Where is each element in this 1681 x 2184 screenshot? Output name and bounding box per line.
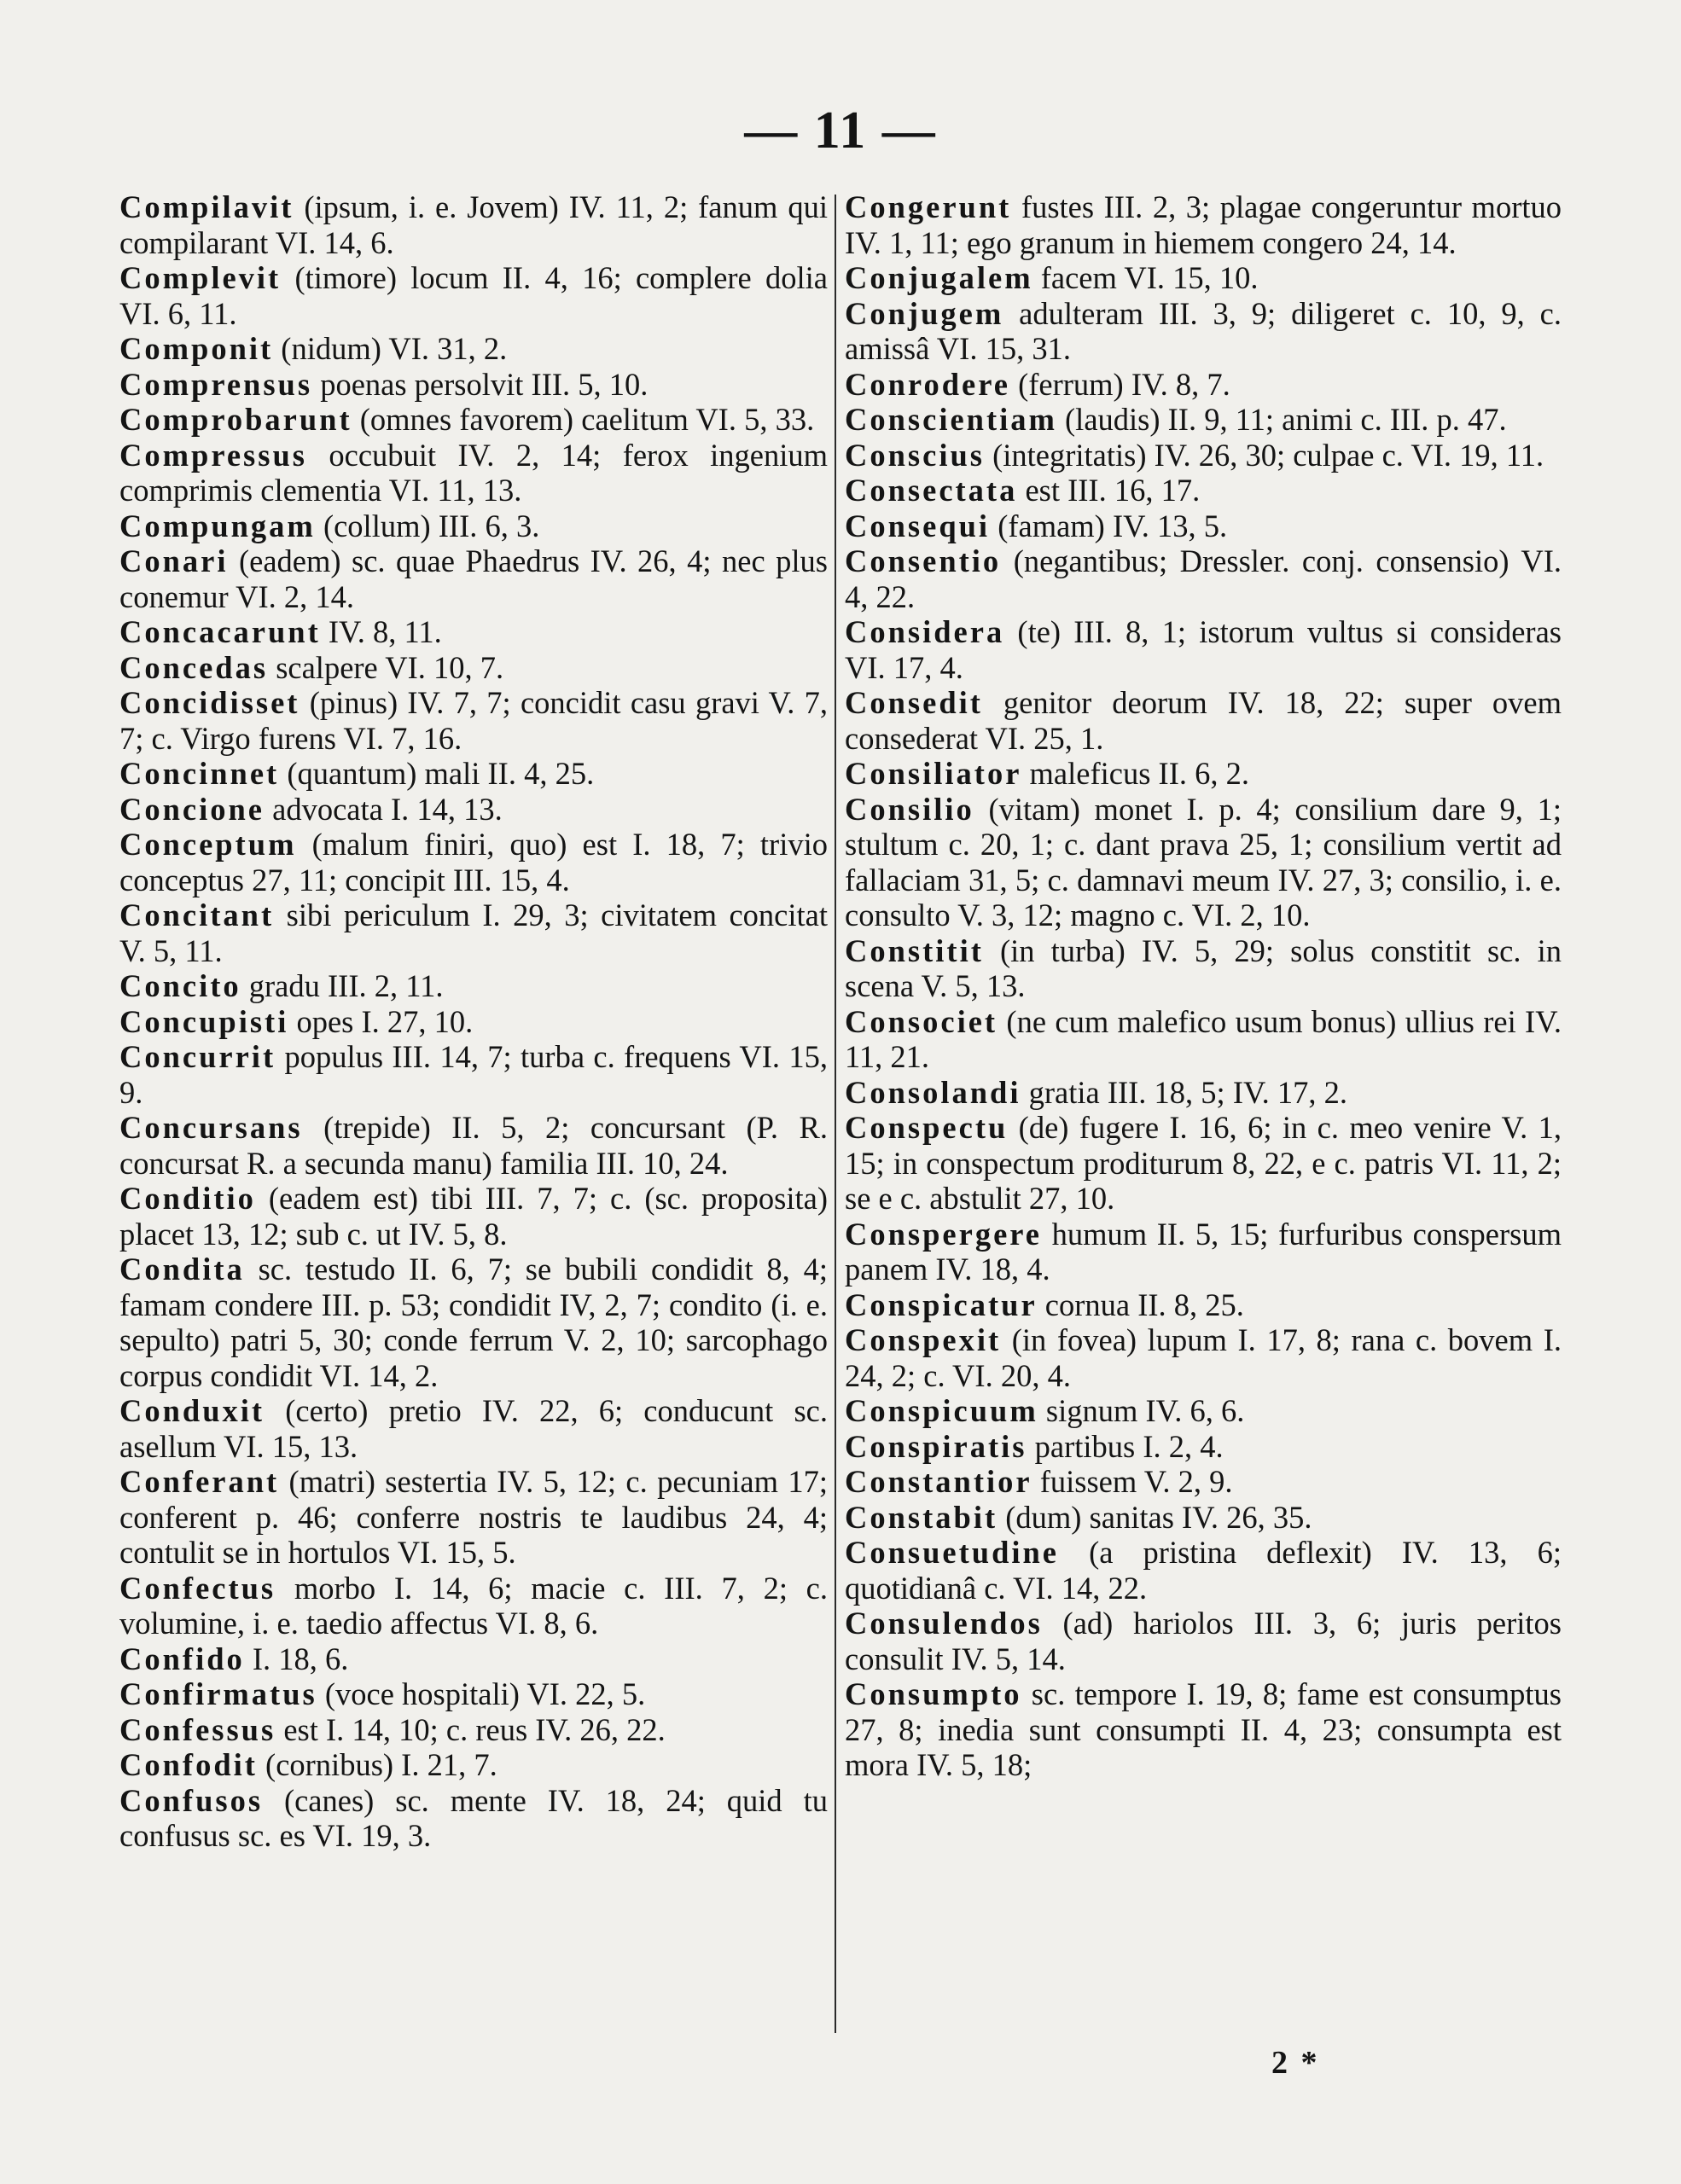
entry-headword: Consequi — [845, 508, 991, 543]
entry-headword: Conspergere — [845, 1216, 1043, 1252]
entry-references: (eadem est) tibi III. 7, 7; c. (sc. proposita) placet 13, 12; sub c. ut IV. 5, 8. — [119, 1181, 828, 1252]
index-entry — [845, 189, 1562, 260]
entry-headword: Compressus — [119, 437, 307, 473]
entry-headword: Consectata — [845, 473, 1018, 508]
entry-references: (a pristina deflexit) IV. 13, 6; quotidianâ c. VI. 14, 22. — [845, 1535, 1562, 1606]
index-entry — [845, 438, 1562, 473]
entry-references: gratia III. 18, 5; IV. 17, 2. — [1021, 1074, 1348, 1110]
entry-headword: Consuetudine — [845, 1535, 1060, 1570]
entry-references: cornua II. 8, 25. — [1037, 1287, 1244, 1322]
entry-references: (dum) sanitas IV. 26, 35. — [998, 1499, 1312, 1535]
index-entry — [119, 1783, 828, 1854]
entry-headword: Consentio — [845, 543, 1002, 578]
index-entry — [119, 1712, 828, 1748]
entry-references: morbo I. 14, 6; macie c. III. 7, 2; c. volumine, i. e. taedio affectus VI. 8, 6. — [119, 1570, 828, 1641]
entry-references: signum IV. 6, 6. — [1038, 1393, 1245, 1428]
entry-references: (nidum) VI. 31, 2. — [273, 331, 508, 366]
entry-references: (in turba) IV. 5, 29; solus constitit sc. in scena V. 5, 13. — [845, 932, 1562, 1003]
entry-headword: Consolandi — [845, 1074, 1021, 1110]
entry-headword: Conferant — [119, 1464, 280, 1499]
index-entry — [119, 189, 828, 260]
entry-references: sc. testudo II. 6, 7; se bubili condidit 8, 4; famam condere III. p. 53; condidit IV, 2, 7; condito (i. e. sepulto) patri 5, 30; conde ferrum V. 2, 10; sarcophago corpus condidit VI. 14, 2. — [119, 1252, 828, 1393]
index-entry — [845, 614, 1562, 685]
entry-references: IV. 8, 11. — [320, 614, 442, 649]
index-entry — [845, 296, 1562, 367]
index-entry — [845, 756, 1562, 792]
entry-headword: Conjugalem — [845, 260, 1033, 295]
entry-references: (vitam) monet I. p. 4; consilium dare 9, 1; stultum c. 20, 1; c. dant prava 25, 1; consilium vertit ad fallaciam 31, 5; c. damnavi meum IV. 27, 3; consilio, i. e. consulto V. 3, 12; magno c. VI. 2, 10. — [845, 791, 1562, 932]
index-entry — [845, 260, 1562, 296]
entry-headword: Conditio — [119, 1181, 256, 1216]
index-entry — [119, 1641, 828, 1677]
index-entry — [845, 1464, 1562, 1500]
entry-references: est I. 14, 10; c. reus IV. 26, 22. — [276, 1711, 666, 1747]
entry-headword: Concurrit — [119, 1039, 276, 1074]
entry-headword: Confodit — [119, 1747, 258, 1782]
entry-references: (quantum) mali II. 4, 25. — [279, 756, 595, 791]
index-entry — [119, 756, 828, 792]
entry-references: maleficus II. 6, 2. — [1021, 756, 1249, 791]
entry-headword: Concinnet — [119, 756, 280, 791]
index-entry — [119, 367, 828, 403]
index-entry — [845, 1535, 1562, 1606]
index-entry — [119, 402, 828, 438]
entry-headword: Comprensus — [119, 366, 313, 402]
right-column — [845, 189, 1562, 1783]
entry-references: sc. tempore I. 19, 8; fame est consumptus 27, 8; inedia sunt consumpti II. 4, 23; consumpta est mora IV. 5, 18; — [845, 1676, 1562, 1782]
index-entry — [119, 508, 828, 544]
entry-headword: Concidisset — [119, 685, 300, 720]
entry-headword: Confirmatus — [119, 1676, 317, 1711]
entry-headword: Conspiratis — [845, 1428, 1027, 1464]
entry-references: genitor deorum IV. 18, 22; super ovem consederat VI. 25, 1. — [845, 685, 1562, 756]
entry-references: (pinus) IV. 7, 7; concidit casu gravi V. 7, 7; c. Virgo furens VI. 7, 16. — [119, 685, 828, 756]
entry-references: humum II. 5, 15; furfuribus conspersum panem IV. 18, 4. — [845, 1216, 1562, 1287]
entry-headword: Concione — [119, 791, 265, 827]
entry-references: (collum) III. 6, 3. — [315, 508, 540, 543]
entry-headword: Consiliator — [845, 756, 1022, 791]
entry-headword: Comprobarunt — [119, 402, 352, 437]
entry-headword: Confectus — [119, 1570, 276, 1606]
entry-references: partibus I. 2, 4. — [1027, 1428, 1224, 1464]
entry-headword: Consociet — [845, 1003, 998, 1039]
entry-references: (negantibus; Dressler. conj. consensio) VI. 4, 22. — [845, 543, 1562, 614]
index-entry — [845, 1075, 1562, 1111]
index-entry — [845, 508, 1562, 544]
index-entry — [119, 260, 828, 331]
index-entry — [119, 1039, 828, 1110]
index-entry — [845, 1429, 1562, 1465]
entry-headword: Conscius — [845, 437, 985, 473]
entry-references: (matri) sestertia IV. 5, 12; c. pecuniam 17; conferent p. 46; conferre nostris te laudibus 24, 4; contulit se in hortulos VI. 15, 5. — [119, 1464, 828, 1570]
entry-headword: Compungam — [119, 508, 316, 543]
entry-references: poenas persolvit III. 5, 10. — [312, 366, 649, 402]
entry-references: (malum finiri, quo) est I. 18, 7; trivio conceptus 27, 11; concipit III. 15, 4. — [119, 827, 828, 897]
entry-headword: Conspexit — [845, 1322, 1002, 1357]
entry-headword: Confessus — [119, 1711, 276, 1747]
entry-references: (cornibus) I. 21, 7. — [257, 1747, 497, 1782]
index-entry — [119, 1676, 828, 1712]
index-entry — [845, 1322, 1562, 1393]
index-entry — [845, 402, 1562, 438]
entry-headword: Compilavit — [119, 189, 294, 224]
entry-headword: Congerunt — [845, 189, 1012, 224]
index-entry — [119, 968, 828, 1004]
entry-references: (ipsum, i. e. Jovem) IV. 11, 2; fanum qui compilarant VI. 14, 6. — [119, 189, 828, 260]
entry-references: (certo) pretio IV. 22, 6; conducunt sc. asellum VI. 15, 13. — [119, 1393, 828, 1464]
index-entry — [119, 650, 828, 686]
index-entry — [845, 1004, 1562, 1075]
entry-headword: Conjugem — [845, 295, 1004, 331]
entry-references: (ad) hariolos III. 3, 6; juris peritos consulit IV. 5, 14. — [845, 1606, 1562, 1676]
entry-references: (ne cum malefico usum bonus) ullius rei IV. 11, 21. — [845, 1003, 1562, 1074]
entry-headword: Concito — [119, 968, 241, 1003]
index-entry — [119, 897, 828, 968]
entry-headword: Consedit — [845, 685, 983, 720]
index-entry — [845, 473, 1562, 508]
signature-mark: 2 * — [1271, 2045, 1320, 2081]
entry-headword: Conceptum — [119, 827, 297, 862]
entry-headword: Consumpto — [845, 1676, 1022, 1711]
entry-headword: Concursans — [119, 1110, 303, 1145]
index-entry — [119, 685, 828, 756]
entry-headword: Confusos — [119, 1782, 264, 1818]
index-entry — [845, 1110, 1562, 1217]
page-number: — 11 — — [744, 102, 937, 160]
index-entry — [119, 1181, 828, 1252]
entry-headword: Constabit — [845, 1499, 998, 1535]
entry-references: fuissem V. 2, 9. — [1032, 1464, 1233, 1499]
index-entry — [845, 367, 1562, 403]
entry-references: scalpere VI. 10, 7. — [268, 649, 504, 685]
entry-headword: Conrodere — [845, 366, 1010, 402]
entry-references: (canes) sc. mente IV. 18, 24; quid tu confusus sc. es VI. 19, 3. — [119, 1782, 828, 1853]
entry-references: sibi periculum I. 29, 3; civitatem concitat V. 5, 11. — [119, 897, 828, 968]
entry-headword: Conscientiam — [845, 402, 1057, 437]
index-entry — [119, 1110, 828, 1181]
entry-headword: Constantior — [845, 1464, 1032, 1499]
index-entry — [119, 1571, 828, 1641]
index-entry — [119, 1004, 828, 1040]
index-entry — [845, 1217, 1562, 1287]
entry-headword: Concitant — [119, 897, 275, 932]
index-entry — [119, 1252, 828, 1393]
entry-references: occubuit IV. 2, 14; ferox ingenium comprimis clementia VI. 11, 13. — [119, 437, 828, 508]
entry-headword: Confido — [119, 1641, 245, 1676]
index-entry — [845, 1606, 1562, 1676]
entry-references: (famam) IV. 13, 5. — [990, 508, 1228, 543]
left-column — [119, 189, 828, 1854]
entry-references: facem VI. 15, 10. — [1032, 260, 1259, 295]
entry-references: (in fovea) lupum I. 17, 8; rana c. bovem I. 24, 2; c. VI. 20, 4. — [845, 1322, 1562, 1393]
entry-references: advocata I. 14, 13. — [265, 791, 503, 827]
entry-headword: Constitit — [845, 932, 984, 968]
index-entry — [119, 827, 828, 897]
entry-references: (omnes favorem) caelitum VI. 5, 33. — [352, 402, 815, 437]
entry-headword: Consilio — [845, 791, 974, 827]
entry-headword: Conspicuum — [845, 1393, 1038, 1428]
entry-references: est III. 16, 17. — [1017, 473, 1201, 508]
entry-headword: Componit — [119, 331, 274, 366]
entry-references: (trepide) II. 5, 2; concursant (P. R. concursat R. a secunda manu) familia III. 10, 24. — [119, 1110, 828, 1181]
index-entry — [119, 1747, 828, 1783]
entry-references: (laudis) II. 9, 11; animi c. III. p. 47. — [1056, 402, 1507, 437]
column-divider — [835, 195, 836, 2033]
index-entry — [845, 1393, 1562, 1429]
entry-headword: Conari — [119, 543, 229, 578]
entry-headword: Condita — [119, 1252, 245, 1287]
index-entry — [845, 1287, 1562, 1323]
entry-references: (timore) locum II. 4, 16; complere dolia VI. 6, 11. — [119, 260, 828, 331]
index-entry — [119, 614, 828, 650]
index-entry — [119, 331, 828, 367]
index-entry — [119, 1464, 828, 1571]
index-entry — [119, 1393, 828, 1464]
entry-references: gradu III. 2, 11. — [241, 968, 444, 1003]
entry-headword: Conspicatur — [845, 1287, 1038, 1322]
entry-headword: Consulendos — [845, 1606, 1043, 1641]
entry-headword: Conduxit — [119, 1393, 265, 1428]
entry-references: (te) III. 8, 1; istorum vultus si consideras VI. 17, 4. — [845, 614, 1562, 685]
index-entry — [119, 438, 828, 508]
entry-references: (integritatis) IV. 26, 30; culpae c. VI. 19, 11. — [984, 437, 1544, 473]
entry-references: populus III. 14, 7; turba c. frequens VI. 15, 9. — [119, 1039, 828, 1110]
entry-headword: Considera — [845, 614, 1005, 649]
index-entry — [845, 1500, 1562, 1536]
entry-references: (de) fugere I. 16, 6; in c. meo venire V. 1, 15; in conspectum proditurum 8, 22, e c. patris VI. 11, 2; se e c. abstulit 27, 10. — [845, 1110, 1562, 1216]
entry-headword: Complevit — [119, 260, 282, 295]
entry-references: fustes III. 2, 3; plagae congeruntur mortuo IV. 1, 11; ego granum in hiemem congero 24, 14. — [845, 189, 1562, 260]
index-entry — [119, 792, 828, 828]
index-entry — [845, 685, 1562, 756]
entry-headword: Concedas — [119, 649, 269, 685]
index-entry — [845, 933, 1562, 1004]
entry-references: adulteram III. 3, 9; diligeret c. 10, 9, c. amissâ VI. 15, 31. — [845, 295, 1562, 366]
entry-references: (ferrum) IV. 8, 7. — [1009, 366, 1230, 402]
entry-references: I. 18, 6. — [244, 1641, 349, 1676]
entry-headword: Concacarunt — [119, 614, 321, 649]
entry-headword: Concupisti — [119, 1003, 289, 1039]
index-entry — [845, 1676, 1562, 1783]
index-entry — [119, 543, 828, 614]
index-entry — [845, 543, 1562, 614]
index-entry — [845, 792, 1562, 933]
entry-headword: Conspectu — [845, 1110, 1009, 1145]
entry-references: (voce hospitali) VI. 22, 5. — [317, 1676, 646, 1711]
entry-references: opes I. 27, 10. — [288, 1003, 474, 1039]
entry-references: (eadem) sc. quae Phaedrus IV. 26, 4; nec plus conemur VI. 2, 14. — [119, 543, 828, 614]
